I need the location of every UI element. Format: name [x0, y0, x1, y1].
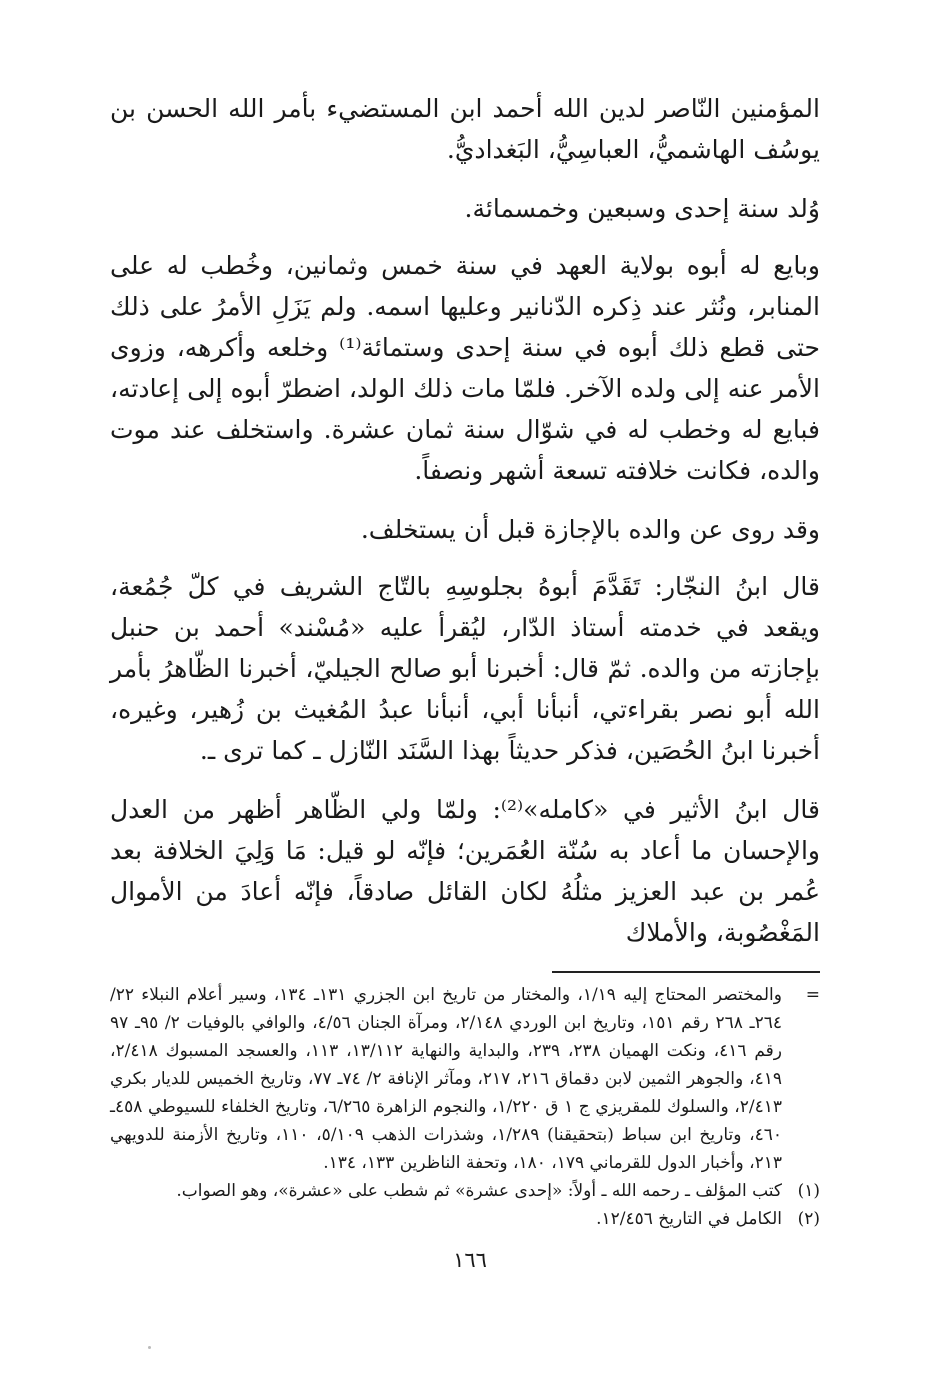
- footnote-text: الكامل في التاريخ ١٢/٤٥٦.: [596, 1209, 782, 1229]
- page-number: ١٦٦: [453, 1248, 487, 1272]
- footnote-mark: (١): [797, 1181, 820, 1201]
- paragraph-5: قال ابنُ النجّار: تَقَدَّمَ أبوهُ بجلوسِهِ بالتّاج الشريف في كلّ جُمُعة، ويقعد في خدمته أستاذ الدّار، ليُقرأ عليه «مُسْند» أحمد بن حنبل بإجازته من والده. ثمّ قال: أخبرنا أبو صالح الجيليّ، أخبرنا الظّاهرُ بأمر الله أبو نصر بقراءتي، أنبأنا أبي، أنبأنا عبدُ المُغيث بن زُهير، وغيره، أخبرنا ابنُ الحُصَين، فذكر حديثاً بهذا السَّنَد النّازل ـ كما ترى ـ.: [110, 572, 820, 765]
- footnote-mark: (٢): [797, 1209, 820, 1229]
- paragraph-1: المؤمنين النّاصر لدين الله أحمد ابن المستضيء بأمر الله الحسن بن يوسُف الهاشميُّ، العباسِيُّ، البَغداديُّ.: [110, 94, 820, 164]
- footnote-text: كتب المؤلف ـ رحمه الله ـ أولاً: «إحدى عشرة» ثم شطب على «عشرة»، وهو الصواب.: [176, 1181, 782, 1201]
- main-text: [110, 88, 820, 953]
- footnote-text: والمختصر المحتاج إليه ١/١٩، والمختار من تاريخ ابن الجزري ١٣١ـ ١٣٤، وسير أعلام النبلاء ٢٢/ ٢٦٤ـ ٢٦٨ رقم ١٥١، وتاريخ ابن الوردي ٢/١٤٨، ومرآة الجنان ٤/٥٦، والوافي بالوفيات ٢/ ٩٥ـ ٩٧ رقم ٤١٦، ونكت الهميان ٢٣٨، ٢٣٩، والبداية والنهاية ١٣/١١٢، ١١٣، والعسجد المسبوك ٢/٤١٨، ٤١٩، والجوهر الثمين لابن دقماق ٢١٦، ٢١٧، ومآثر الإنافة ٢/ ٧٤ـ ٧٧، وتاريخ الخميس للديار بكري ٢/٤١٣، والسلوك للمقريزي ج ١ ق ١/٢٢٠، والنجوم الزاهرة ٦/٢٦٥، وتاريخ الخلفاء للسيوطي ٤٥٨ـ ٤٦٠، وتاريخ ابن سباط (بتحقيقنا) ١/٢٨٩، وشذرات الذهب ٥/١٠٩، ١١٠، وتاريخ الأزمنة للدويهي ٢١٣، وأخبار الدول للقرماني ١٧٩، ١٨٠، وتحفة الناظرين ١٣٣، ١٣٤.: [110, 985, 783, 1173]
- footnote-mark: =: [805, 985, 820, 1005]
- paragraph-2: وُلد سنة إحدى وسبعين وخمسمائة.: [464, 194, 820, 223]
- footnote-2: [110, 1205, 820, 1233]
- paragraph-6: قال ابنُ الأثير في «كامله»⁽²⁾: ولمّا ولي الظّاهر أظهر من العدل والإحسان ما أعاد به سُنّة العُمَرين؛ فإنّه لو قيل: مَا وَلِيَ الخلافة بعد عُمر بن عبد العزيز مثلُهُ لكان القائل صادقاً، فإنّه أعادَ من الأموال المَغْصُوبة، والأملاك: [110, 795, 820, 947]
- book-page: [110, 88, 820, 1233]
- footnote-continuation: [110, 981, 820, 1177]
- paragraph-4: وقد روى عن والده بالإجازة قبل أن يستخلف.: [360, 515, 820, 544]
- footnote-1: [110, 1177, 820, 1205]
- paragraph-3: وبايع له أبوه بولاية العهد في سنة خمس وثمانين، وخُطب له على المنابر، ونُثر عند ذِكره الدّنانير وعليها اسمه. ولم يَزَلِ الأمرُ على ذلك حتى قطع ذلك أبوه في سنة إحدى وستمائة⁽¹⁾ وخلعه وأكرهه، وزوى الأمر عنه إلى ولده الآخر. فلمّا مات ذلك الولد، اضطرّ أبوه إلى إعادته، فبايع له وخطب له في شوّال سنة ثمان عشرة. واستخلف عند موت والده، فكانت خلافته تسعة أشهر ونصفاً.: [110, 251, 820, 485]
- scan-speck: [148, 1346, 151, 1349]
- footnotes: [110, 981, 820, 1233]
- footnote-separator: [552, 971, 820, 973]
